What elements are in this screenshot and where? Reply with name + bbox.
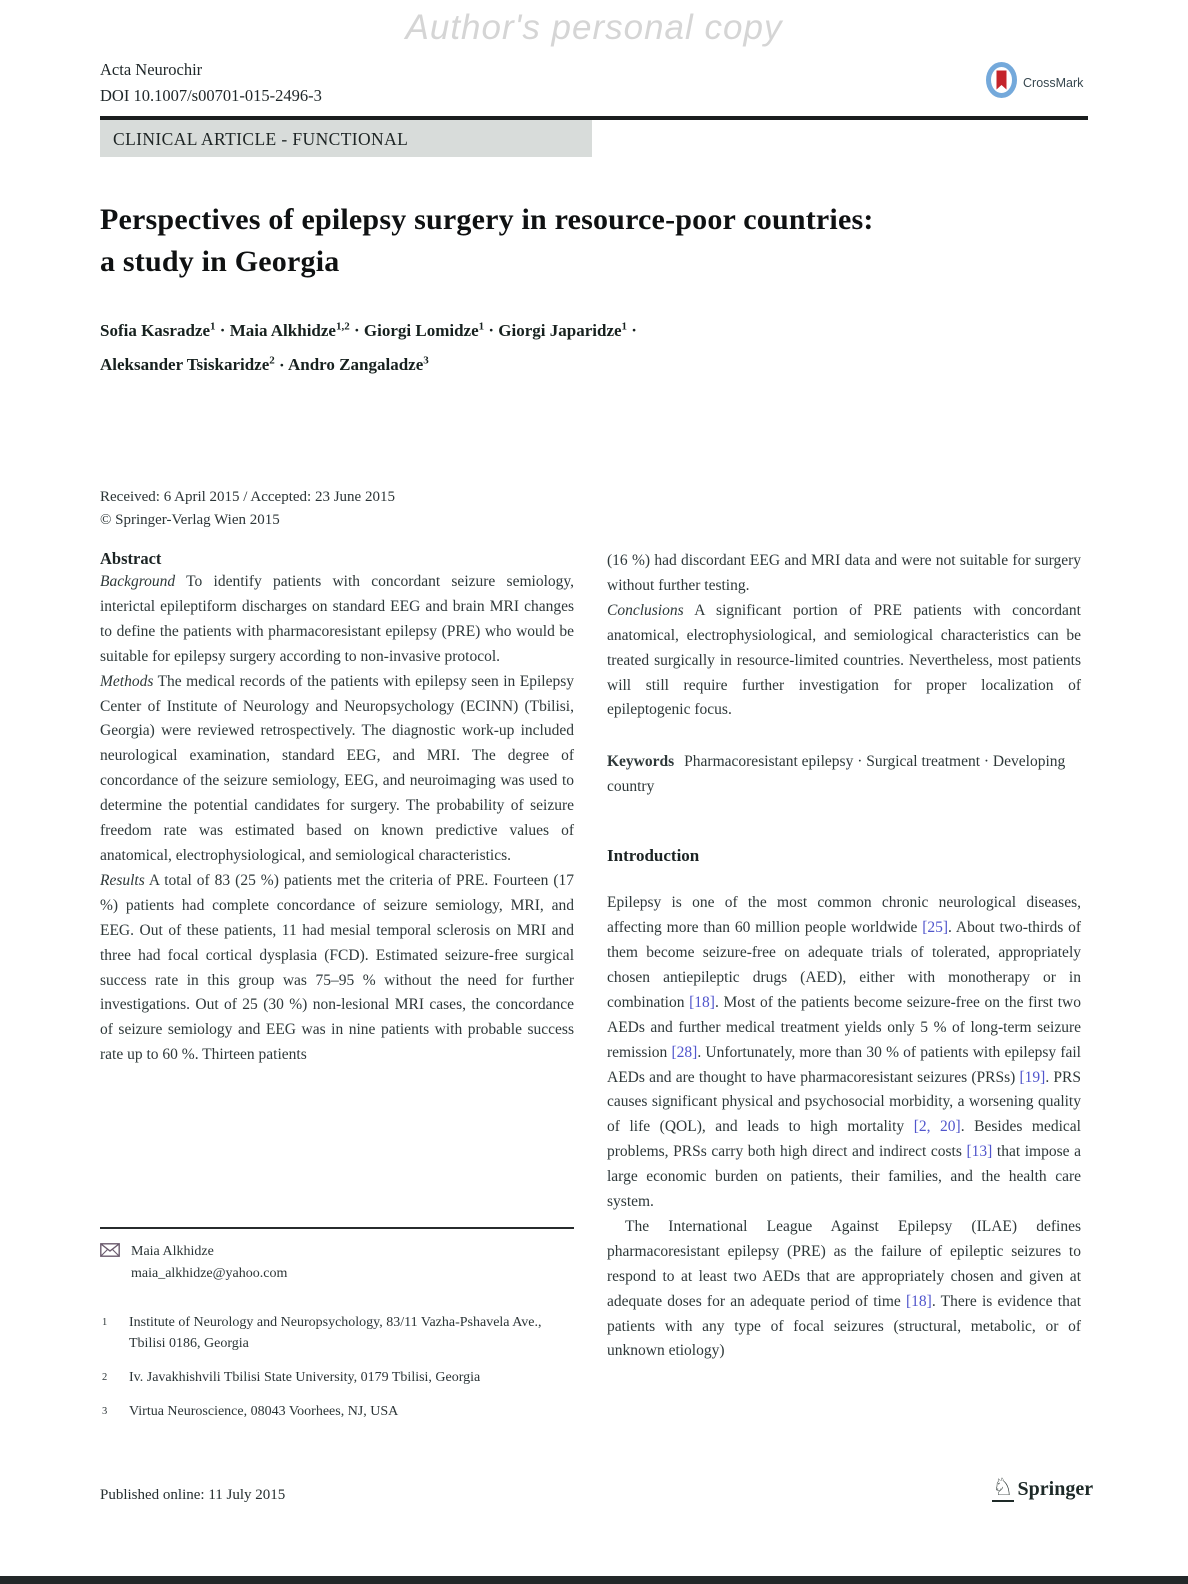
- affiliation-item: [100, 1401, 580, 1422]
- paragraph: Results A total of 83 (25 %) patients met the criteria of PRE. Fourteen (17 %) patients had complete concordance of seizure semiology, MRI, and EEG. Out of these patients, 11 had mesial temporal sclerosis on MRI and three had focal cortical dysplasia (FCD). Estimated seizure-free surgical success rate in this group was 75–95 % without the need for further investigations. Out of 25 (30 %) non-lesional MRI cases, the concordance of seizure semiology and EEG was in nine patients with probable success rate up to 60 %. Thirteen patients: [100, 871, 574, 1064]
- author: Giorgi Lomidze$^1$: [363, 320, 485, 340]
- author-affiliation-sup: 2: [269, 354, 275, 367]
- paragraph-label: Methods: [100, 672, 154, 690]
- author-separator: ·: [488, 320, 495, 340]
- citation-ref[interactable]: [13]: [966, 1143, 993, 1161]
- citation-ref[interactable]: [2, 20]: [913, 1118, 961, 1136]
- correspondence-block: [100, 1241, 574, 1285]
- paragraph: The International League Against Epilepsy (ILAE) defines pharmacoresistant epilepsy (PRE) as the failure of epileptic seizures to respond to at least two AEDs that are appropriately chosen and given at adequate doses for an adequate period of time [18]. There is evidence that patients with any type of focal seizures (structural, metabolic, or of unknown etiology): [607, 1217, 1082, 1360]
- author-line-2: [100, 346, 637, 381]
- affiliation-item: [100, 1367, 580, 1388]
- right-column: [607, 549, 1081, 1364]
- paragraph: Conclusions A significant portion of PRE patients with concordant anatomical, electrophysiological, and semiological characteristics can be treated surgically in resource-limited countries. Nevertheless, most patients will still require further investigation for proper localization of epileptogenic focus.: [607, 601, 1081, 719]
- received-dates: Received: 6 April 2015 / Accepted: 23 June 2015: [100, 489, 395, 505]
- author-list: [100, 311, 637, 380]
- footnote-rule: [100, 1227, 574, 1229]
- affiliation-item: [100, 1312, 580, 1354]
- author-separator: ·: [279, 355, 285, 375]
- envelope-icon: [100, 1243, 120, 1265]
- abstract-left-paragraphs: [100, 570, 574, 1068]
- paragraph-label: Background: [100, 573, 176, 590]
- author-separator: ·: [219, 320, 226, 340]
- abstract-right-paragraphs: [607, 549, 1081, 723]
- keywords-heading: Keywords: [607, 753, 675, 771]
- paragraph: Background To identify patients with concordant seizure semiology, interictal epileptiform discharges on standard EEG and brain MRI changes to define the patients with pharmacoresistant epilepsy (PRE) who would be suitable for epilepsy surgery according to non-invasive protocol.: [100, 573, 574, 665]
- affiliation-number: 2: [102, 1372, 108, 1383]
- keywords-text: Pharmacoresistant epilepsy · Surgical treatment · Developing country: [607, 753, 1066, 796]
- springer-logo: [992, 1476, 1093, 1502]
- author: Aleksander Tsiskaridze$^2$: [100, 354, 275, 375]
- citation-ref[interactable]: [25]: [922, 919, 949, 937]
- affiliation-text: Iv. Javakhishvili Tbilisi State University, 0179 Tbilisi, Georgia: [129, 1370, 481, 1385]
- author-affiliation-sup: 1: [621, 320, 628, 332]
- authors-personal-copy-watermark: Author's personal copy: [405, 8, 783, 47]
- author-separator: ·: [353, 320, 360, 340]
- springer-horse-icon: ♘: [992, 1475, 1014, 1501]
- author: Sofia Kasradze$^1$: [100, 320, 216, 340]
- affiliation-text: Virtua Neuroscience, 08043 Voorhees, NJ, USA: [129, 1404, 399, 1419]
- citation-ref[interactable]: [18]: [689, 993, 715, 1011]
- citation-ref[interactable]: [18]: [905, 1292, 932, 1310]
- affiliation-number: 3: [102, 1406, 108, 1417]
- author-affiliation-sup: 1: [478, 320, 485, 332]
- crossmark-label: CrossMark: [1023, 75, 1084, 90]
- copyright-line: © Springer-Verlag Wien 2015: [100, 512, 280, 528]
- crossmark-icon: [986, 62, 1017, 103]
- corresponding-author-name: Maia Alkhidze: [131, 1244, 214, 1259]
- paragraph: Methods The medical records of the patients with epilepsy seen in Epilepsy Center of Institute of Neurology and Neuropsychology (ECINN) (Tbilisi, Georgia) were reviewed retrospectively. The diagnostic work-up included neurological examination, standard EEG, and MRI. The degree of concordance of the seizure semiology, EEG, and neuroimaging was used to determine the potential candidates for surgery. The probability of seizure freedom rate was estimated based on known predictive values of anatomical, electrophysiological, and semiological characteristics.: [100, 672, 574, 864]
- author-line-1: [100, 311, 637, 346]
- author-affiliation-sup: 1: [210, 320, 216, 332]
- keywords-block: [607, 750, 1081, 800]
- affiliations-list: [100, 1312, 580, 1435]
- paragraph-label: Conclusions: [607, 601, 684, 619]
- affiliation-number: 1: [102, 1317, 108, 1328]
- published-online-date: Published online: 11 July 2015: [100, 1487, 286, 1503]
- article-type-banner: CLINICAL ARTICLE - FUNCTIONAL: [100, 120, 592, 157]
- author-affiliation-sup: 1,2: [335, 320, 350, 332]
- page-bottom-bar: [0, 1576, 1188, 1584]
- citation-ref[interactable]: [28]: [671, 1043, 698, 1061]
- introduction-paragraphs: [607, 891, 1081, 1364]
- paragraph-label: Results: [100, 871, 145, 889]
- received-accepted-block: [100, 486, 395, 532]
- author-affiliation-sup: 3: [423, 354, 429, 367]
- springer-wordmark: Springer: [1017, 1477, 1094, 1500]
- citation-ref[interactable]: [19]: [1019, 1068, 1046, 1086]
- paragraph: (16 %) had discordant EEG and MRI data and were not suitable for surgery without further testing.: [607, 552, 1081, 594]
- article-title-line2: a study in Georgia: [100, 245, 340, 278]
- article-title: [100, 199, 874, 283]
- corresponding-author-email[interactable]: maia_alkhidze@yahoo.com: [131, 1266, 288, 1281]
- introduction-heading: Introduction: [607, 846, 700, 866]
- paragraph: Epilepsy is one of the most common chronic neurological diseases, affecting more than 60 million people worldwide [25]. About two-thirds of them become seizure-free on adequate trials of tolerated, appropriately chosen antiepileptic drugs (AED), either with monotherapy or in combination [18]. Most of the patients become seizure-free on the first two AEDs and further medical treatment yields only 5 % of long-term seizure remission [28]. Unfortunately, more than 30 % of patients with epilepsy fail AEDs and are thought to have pharmacoresistant seizures (PRSs) [19]. PRS causes significant physical and psychosocial morbidity, a worsening quality of life (QOL), and leads to high mortality [2, 20]. Besides medical problems, PRSs carry both high direct and indirect costs [13] that impose a large economic burden on patients, their families, and the health care system.: [607, 894, 1081, 1211]
- abstract-heading: Abstract: [100, 549, 162, 568]
- author-separator: ·: [631, 320, 637, 340]
- affiliation-text: Institute of Neurology and Neuropsychology, 83/11 Vazha-Pshavela Ave., Tbilisi 0186, Georgia: [129, 1315, 542, 1351]
- journal-doi: DOI 10.1007/s00701-015-2496-3: [100, 86, 322, 105]
- journal-name: Acta Neurochir: [100, 60, 203, 79]
- author: Maia Alkhidze$^{1,2}$: [229, 320, 350, 340]
- article-title-line1: Perspectives of epilepsy surgery in resource-poor countries:: [100, 203, 874, 236]
- left-column: [100, 549, 574, 1068]
- crossmark-badge[interactable]: [986, 62, 1083, 103]
- author: Giorgi Japaridze$^1$: [498, 320, 628, 340]
- author: Andro Zangaladze$^3$: [288, 354, 429, 375]
